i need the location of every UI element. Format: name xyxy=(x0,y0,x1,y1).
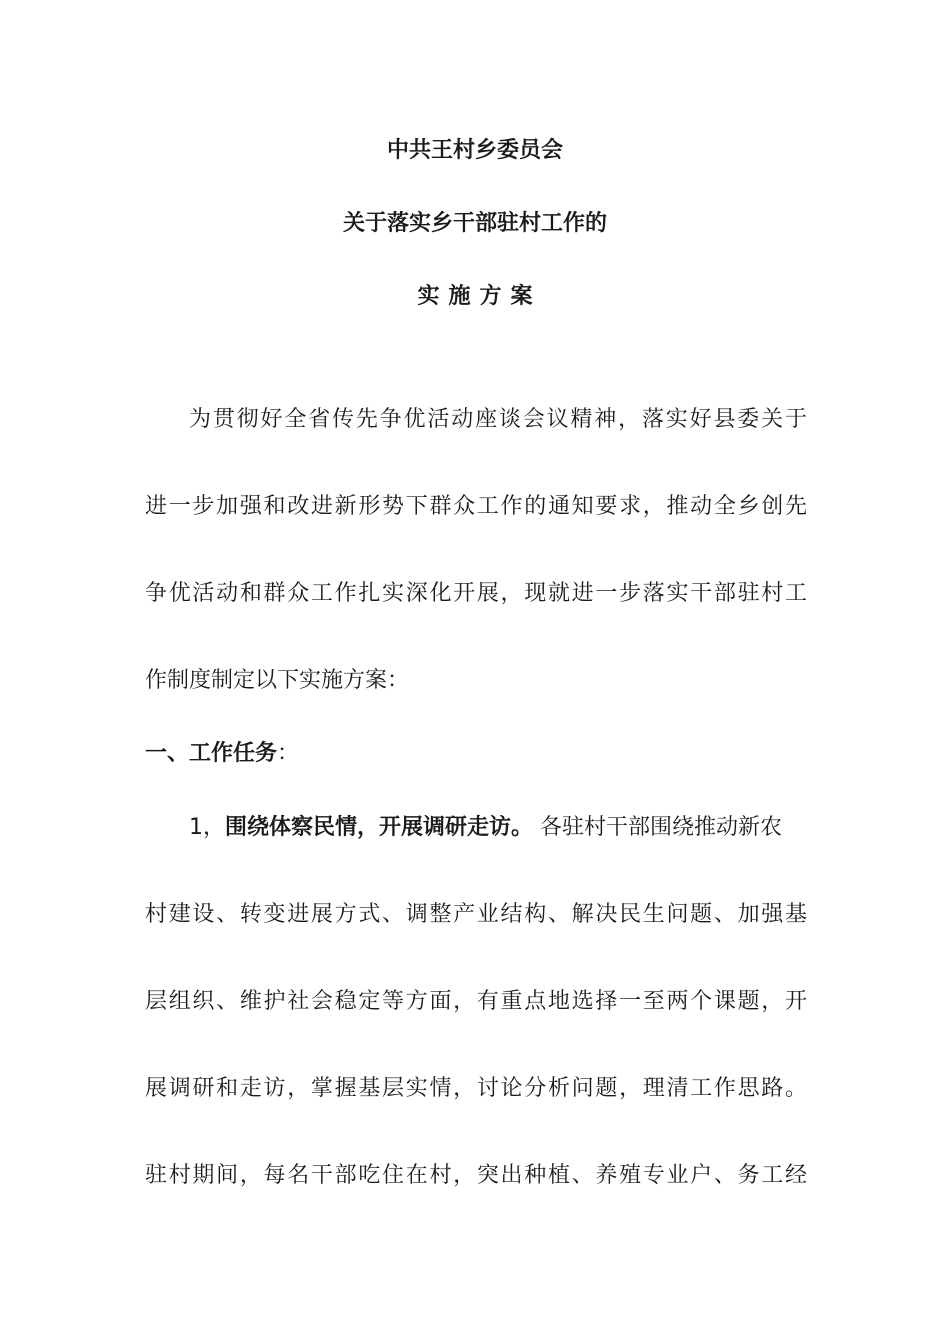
item-1-line-1 xyxy=(145,813,807,843)
section-heading-work-tasks xyxy=(145,739,807,769)
item-1-line-4: 展调研和走访，掌握基层实情，讨论分析问题，理清工作思路。 xyxy=(145,1076,807,1101)
intro-line-2: 进一步加强和改进新形势下群众工作的通知要求，推动全乡创先 xyxy=(145,494,807,519)
intro-line-1: 为贯彻好全省传先争优活动座谈会议精神，落实好县委关于 xyxy=(189,407,807,432)
section-heading-colon: ： xyxy=(277,741,300,766)
item-1-line-5: 驻村期间，每名干部吃住在村，突出种植、养殖专业户、务工经 xyxy=(145,1163,807,1188)
item-1-line-3: 层组织、维护社会稳定等方面，有重点地选择一至两个课题，开 xyxy=(145,989,807,1014)
item-1-text: 各驻村干部围绕推动新农 xyxy=(533,815,783,840)
item-1-line-2: 村建设、转变进展方式、调整产业结构、解决民生问题、加强基 xyxy=(145,902,807,927)
item-1-bold-heading: 围绕体察民情，开展调研走访。 xyxy=(225,815,534,840)
item-1-number: 1， xyxy=(189,815,225,840)
intro-line-3: 争优活动和群众工作扎实深化开展，现就进一步落实干部驻村工 xyxy=(145,581,807,606)
document-title-line-2: 关于落实乡干部驻村工作的 xyxy=(342,211,607,236)
document-title-line-3: 实施方案 xyxy=(417,284,542,309)
section-heading-text: 一、工作任务 xyxy=(145,741,278,766)
intro-line-4: 作制度制定以下实施方案： xyxy=(145,668,410,693)
document-title-line-1: 中共王村乡委员会 xyxy=(386,138,563,163)
